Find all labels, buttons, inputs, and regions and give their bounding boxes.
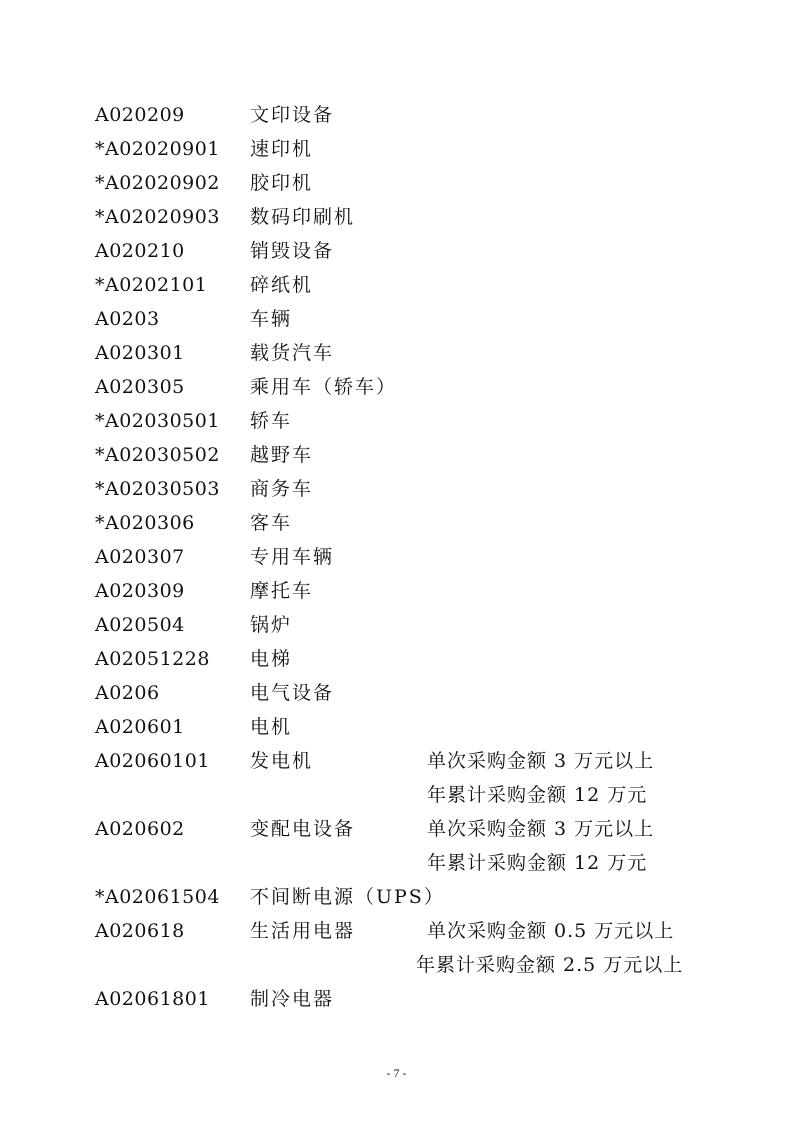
item-name: 文印设备 bbox=[250, 104, 335, 126]
list-item bbox=[0, 506, 793, 540]
item-code: *A02030502 bbox=[95, 444, 220, 466]
item-code: A02051228 bbox=[95, 648, 210, 670]
item-name: 速印机 bbox=[250, 138, 314, 160]
item-code: A020601 bbox=[95, 716, 185, 738]
list-item bbox=[0, 234, 793, 268]
item-code: A020309 bbox=[95, 580, 185, 602]
item-note: 单次采购金额 3 万元以上 bbox=[427, 750, 655, 772]
list-item bbox=[0, 166, 793, 200]
item-name: 碎纸机 bbox=[250, 274, 314, 296]
item-code: A020209 bbox=[95, 104, 185, 126]
list-item bbox=[0, 268, 793, 302]
list-item bbox=[0, 744, 793, 778]
document-body bbox=[0, 98, 793, 1016]
item-code: *A02061504 bbox=[95, 886, 220, 908]
item-code: A020618 bbox=[95, 920, 185, 942]
item-name: 客车 bbox=[250, 512, 293, 534]
list-item bbox=[0, 948, 793, 982]
item-name: 制冷电器 bbox=[250, 988, 335, 1010]
item-name: 销毁设备 bbox=[250, 240, 335, 262]
list-item bbox=[0, 914, 793, 948]
list-item bbox=[0, 676, 793, 710]
item-code: *A02030501 bbox=[95, 410, 220, 432]
item-code: A020602 bbox=[95, 818, 185, 840]
item-note: 年累计采购金额 12 万元 bbox=[427, 784, 648, 806]
list-item bbox=[0, 98, 793, 132]
list-item bbox=[0, 982, 793, 1016]
item-name: 生活用电器 bbox=[250, 920, 356, 942]
item-code: *A02020901 bbox=[95, 138, 220, 160]
item-code: *A0202101 bbox=[95, 274, 208, 296]
item-note: 单次采购金额 0.5 万元以上 bbox=[427, 920, 675, 942]
item-name: 车辆 bbox=[250, 308, 293, 330]
item-code: A020210 bbox=[95, 240, 185, 262]
page-number: - 7 - bbox=[386, 1066, 407, 1080]
list-item bbox=[0, 370, 793, 404]
list-item bbox=[0, 200, 793, 234]
list-item bbox=[0, 132, 793, 166]
item-name: 专用车辆 bbox=[250, 546, 335, 568]
list-item bbox=[0, 710, 793, 744]
item-note: 年累计采购金额 12 万元 bbox=[427, 852, 648, 874]
list-item bbox=[0, 846, 793, 880]
item-name: 胶印机 bbox=[250, 172, 314, 194]
item-name: 锅炉 bbox=[250, 614, 293, 636]
item-name: 载货汽车 bbox=[250, 342, 335, 364]
list-item bbox=[0, 642, 793, 676]
item-name: 电气设备 bbox=[250, 682, 335, 704]
item-code: A020301 bbox=[95, 342, 185, 364]
list-item bbox=[0, 608, 793, 642]
item-code: A0206 bbox=[95, 682, 160, 704]
item-name: 商务车 bbox=[250, 478, 314, 500]
item-code: A020305 bbox=[95, 376, 185, 398]
item-name: 变配电设备 bbox=[250, 818, 356, 840]
list-item bbox=[0, 404, 793, 438]
list-item bbox=[0, 472, 793, 506]
item-name: 发电机 bbox=[250, 750, 314, 772]
list-item bbox=[0, 540, 793, 574]
item-code: *A02020903 bbox=[95, 206, 220, 228]
item-code: A02060101 bbox=[95, 750, 210, 772]
list-item bbox=[0, 778, 793, 812]
item-note: 年累计采购金额 2.5 万元以上 bbox=[416, 954, 684, 976]
list-item bbox=[0, 574, 793, 608]
item-code: *A02030503 bbox=[95, 478, 220, 500]
item-name: 乘用车（轿车） bbox=[250, 376, 398, 398]
item-name: 不间断电源（UPS） bbox=[250, 886, 445, 908]
item-code: A020307 bbox=[95, 546, 185, 568]
item-code: A020504 bbox=[95, 614, 185, 636]
item-name: 摩托车 bbox=[250, 580, 314, 602]
list-item bbox=[0, 880, 793, 914]
item-name: 电机 bbox=[250, 716, 293, 738]
item-code: A02061801 bbox=[95, 988, 210, 1010]
list-item bbox=[0, 812, 793, 846]
item-name: 电梯 bbox=[250, 648, 293, 670]
item-code: A0203 bbox=[95, 308, 160, 330]
list-item bbox=[0, 302, 793, 336]
list-item bbox=[0, 438, 793, 472]
item-code: *A02020902 bbox=[95, 172, 220, 194]
item-code: *A020306 bbox=[95, 512, 195, 534]
item-note: 单次采购金额 3 万元以上 bbox=[427, 818, 655, 840]
item-name: 数码印刷机 bbox=[250, 206, 356, 228]
item-name: 越野车 bbox=[250, 444, 314, 466]
list-item bbox=[0, 336, 793, 370]
item-name: 轿车 bbox=[250, 410, 293, 432]
